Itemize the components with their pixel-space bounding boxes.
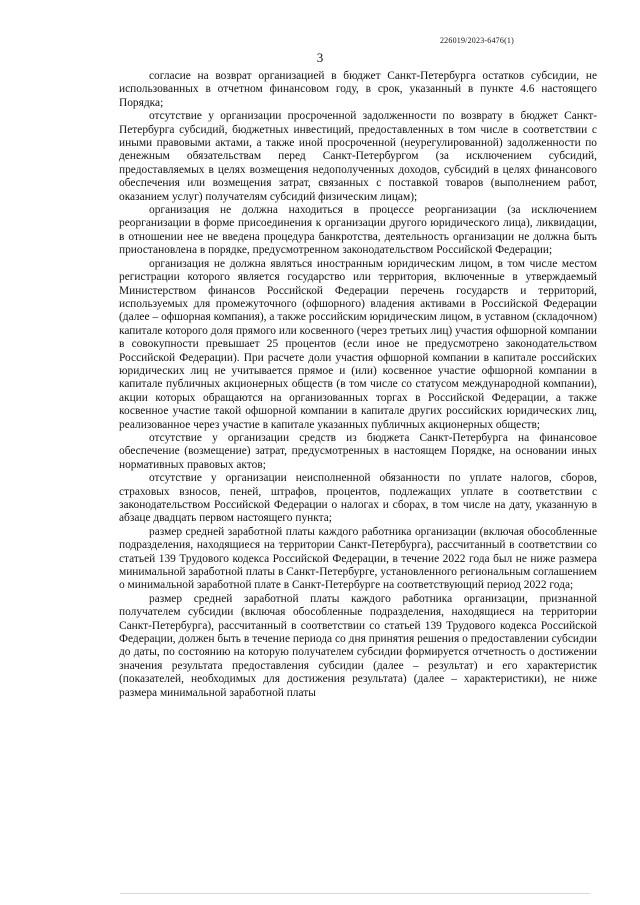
paragraph-refund-consent: согласие на возврат организацией в бюджет Санкт-Петербурга остатков субсидии, не использованных в отчетном финансовом году, в срок, указанный в пункте 4.6 настоящего Порядка; [119,70,597,109]
paragraph-average-salary-recipient: размер средней заработной платы каждого работника организации, признанной получателем субсидии (включая обособленные подразделения, находящиеся на территории Санкт-Петербурга), рассчитанный в соответствии со статьей 139 Трудового кодекса Российской Федерации, должен быть в течение периода со дня принятия решения о предоставлении субсидии до даты, по состоянию на которую получателем субсидии формируется отчетность о достижении значения результата предоставления субсидии (далее – результат) и его характеристик (показателей, необходимых для достижения результата) (далее – характеристики), не ниже размера минимальной заработной платы [119,592,597,699]
paragraph-no-reorganization: организация не должна находиться в процессе реорганизации (за исключением реорганизации в форме присоединения к организации другого юридического лица), ликвидации, в отношении нее не введена процедура банкротства, деятельность организации не должна быть приостановлена в порядке, предусмотренном законодательством Российской Федерации; [119,204,597,257]
paragraph-no-other-budget-funds: отсутствие у организации средств из бюджета Санкт-Петербурга на финансовое обеспечение (возмещение) затрат, предусмотренных в настоящем Порядке, на основании иных нормативных правовых актов; [119,431,597,471]
paragraph-no-tax-arrears: отсутствие у организации неисполненной обязанности по уплате налогов, сборов, страховых взносов, пеней, штрафов, процентов, подлежащих уплате в соответствии с законодательством Российской Федерации о налогах и сборах, в том числе на дату, указанную в абзаце двадцать первом настоящего пункта; [119,472,597,525]
paragraph-average-salary-2022: размер средней заработной платы каждого работника организации (включая обособленные подразделения, находящиеся на территории Санкт-Петербурга), рассчитанный в соответствии со статьей 139 Трудового кодекса Российской Федерации, в течение 2022 года был не ниже размера минимальной заработной платы в Санкт-Петербурге, установленного региональным соглашением о минимальной заработной плате в Санкт-Петербурге на соответствующий период 2022 года; [119,525,597,592]
paragraph-no-overdue-debt: отсутствие у организации просроченной задолженности по возврату в бюджет Санкт-Петербурга субсидий, бюджетных инвестиций, предоставленных в том числе в соответствии с иными правовыми актами, а также иной просроченной (неурегулированной) задолженности по денежным обязательствам перед Санкт-Петербургом (за исключением субсидий, предоставляемых в целях возмещения недополученных доходов, субсидий в целях финансового обеспечения или возмещения затрат, связанных с поставкой товаров (выполнением работ, оказанием услуг) получателям субсидий физическим лицам); [119,110,597,203]
document-body [119,70,597,700]
page-number: 3 [316,50,324,65]
scan-bottom-edge-line [120,893,590,894]
paragraph-not-foreign-entity: организация не должна являться иностранным юридическим лицом, в том числе местом регистрации которого является государство или территория, включенные в утверждаемый Министерством финансов Российской Федерации перечень государств и территорий, используемых для промежуточного (офшорного) владения активами в Российской Федерации (далее – офшорная компания), а также российским юридическим лицом, в уставном (складочном) капитале которого доля прямого или косвенного (через третьих лиц) участия офшорной компании в совокупности превышает 25 процентов (если иное не предусмотрено законодательством Российской Федерации). При расчете доли участия офшорной компании в капитале российских юридических лиц не учитывается прямое и (или) косвенное участие офшорной компании в капитале публичных акционерных обществ (в том числе со статусом международной компании), акции которых обращаются на организованных торгах в Российской Федерации, а также косвенное участие такой офшорной компании в капитале других российских юридических лиц, реализованное через участие в капитале указанных публичных акционерных обществ; [119,257,597,431]
document-registration-number: 226019/2023-6476(1) [439,36,514,45]
